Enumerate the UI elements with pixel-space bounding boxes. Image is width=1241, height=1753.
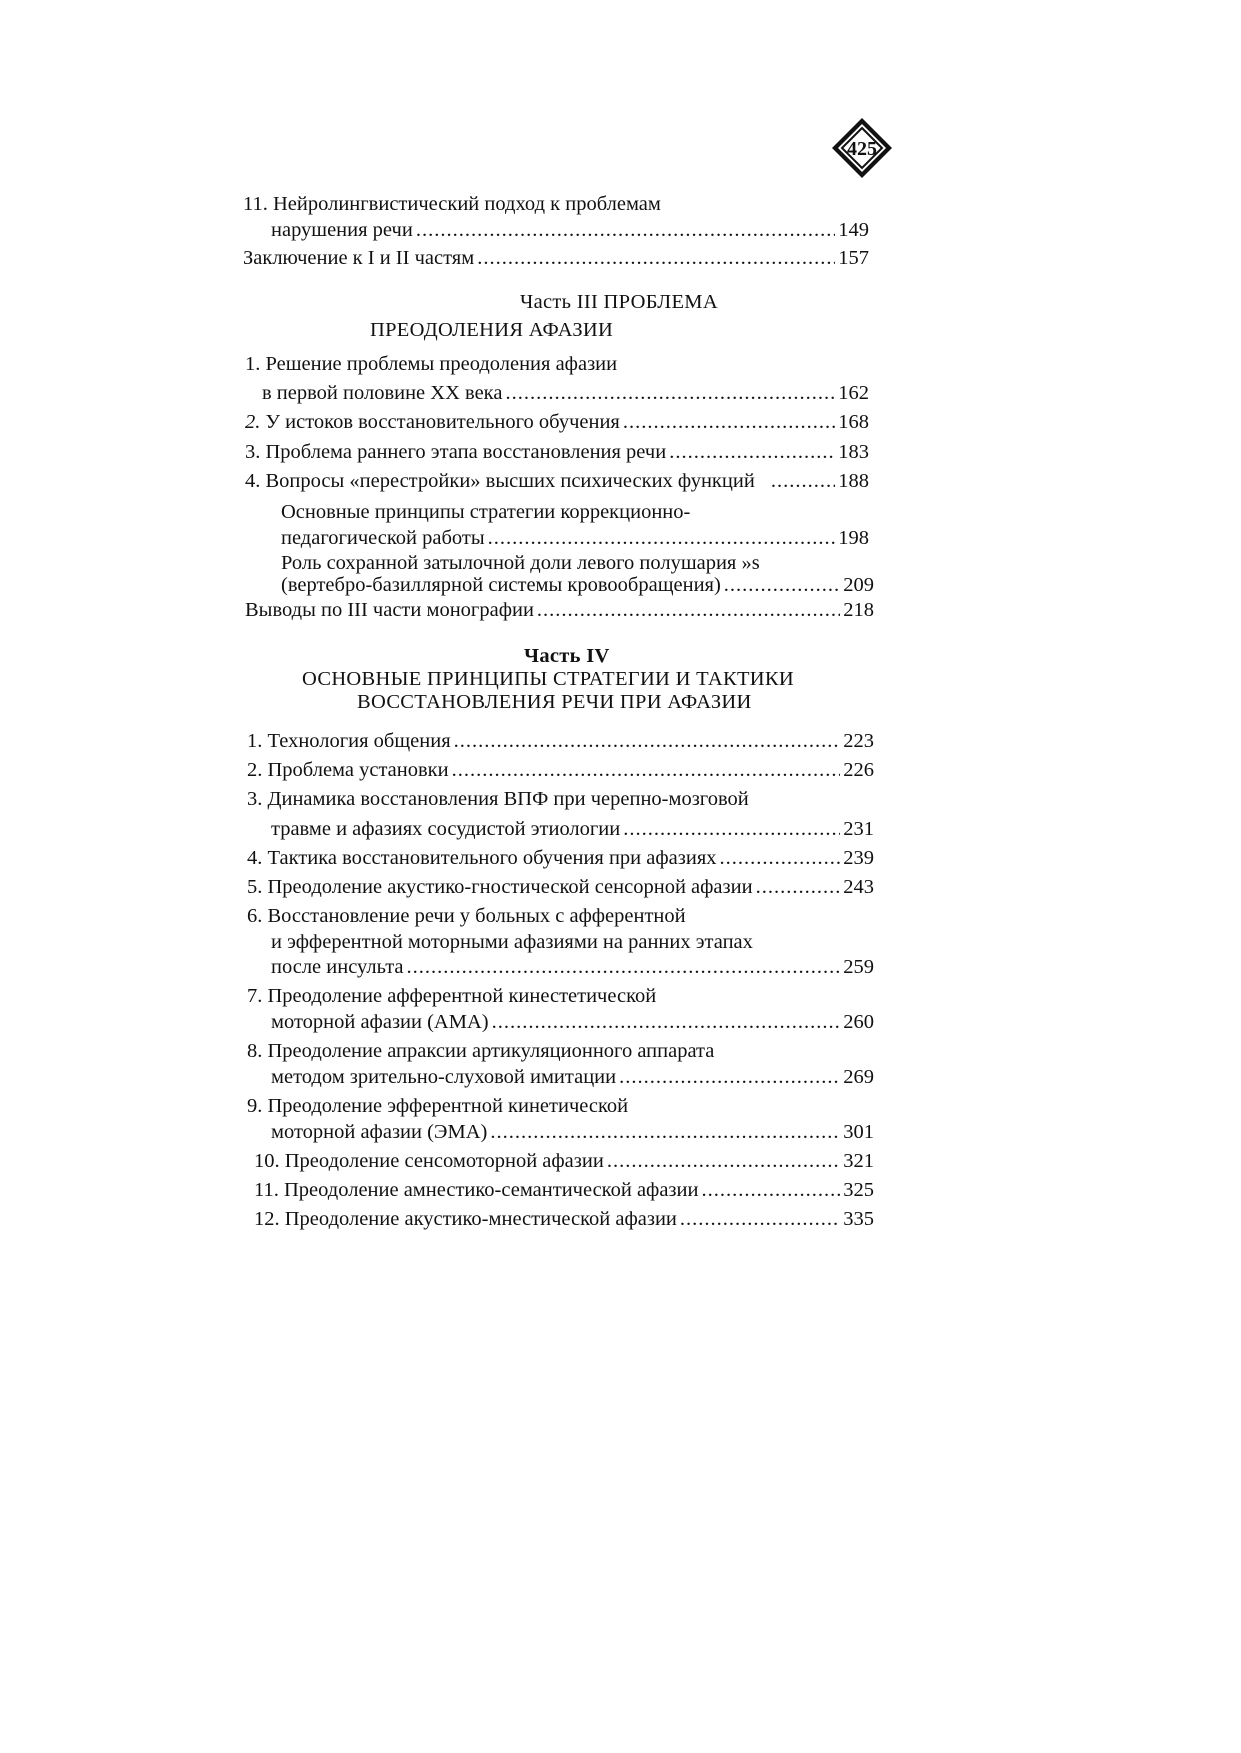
toc-entry — [271, 1065, 874, 1089]
toc-entry-title: нарушения речи — [271, 219, 413, 241]
toc-entry-line: 11. Нейролингвистический подход к проблемам — [243, 193, 661, 215]
toc-page-number: 325 — [843, 1179, 874, 1201]
toc-entry-line: 7. Преодоление афферентной кинестетической — [247, 985, 657, 1007]
leader-dots — [756, 875, 841, 899]
toc-entry — [271, 218, 869, 242]
toc-page-number: 168 — [838, 411, 869, 433]
toc-page-number: 239 — [843, 847, 874, 869]
toc-entry-line: 6. Восстановление речи у больных с афферентной — [247, 905, 686, 927]
page-number: 425 — [847, 138, 877, 160]
toc-entry-title: моторной афазии (ЭМА) — [271, 1121, 488, 1143]
leader-dots — [623, 410, 835, 434]
toc-entry-line: 1. Решение проблемы преодоления афазии — [245, 353, 618, 375]
toc-entry-title: 4. Тактика восстановительного обучения при афазиях — [247, 847, 717, 869]
toc-entry-title: 5. Преодоление акустико-гностической сенсорной афазии — [247, 876, 753, 898]
toc-page-number: 157 — [838, 247, 869, 269]
toc-entry-title: после инсульта — [271, 956, 404, 978]
toc-entry — [245, 440, 869, 464]
toc-page-number: 183 — [838, 441, 869, 463]
toc-page-number: 335 — [843, 1208, 874, 1230]
leader-dots — [771, 469, 835, 493]
toc-entry-line: 8. Преодоление апраксии артикуляционного аппарата — [247, 1040, 715, 1062]
toc-entry — [245, 469, 869, 493]
toc-entry-title: 3. Проблема раннего этапа восстановления речи — [245, 441, 667, 463]
leader-dots — [416, 218, 835, 242]
toc-entry-title: 10. Преодоление сенсомоторной афазии — [254, 1150, 604, 1172]
leader-dots — [623, 817, 840, 841]
leader-dots — [669, 440, 835, 464]
toc-entry-title: У истоков восстановительного обучения — [260, 411, 620, 433]
diamond-badge-icon — [830, 116, 894, 180]
toc-entry-title: педагогической работы — [281, 527, 485, 549]
toc-entry-line: и эфферентной моторными афазиями на ранних этапах — [271, 931, 753, 953]
toc-entry-title: Заключение к I и II частям — [243, 247, 475, 269]
toc-entry-title: в первой половине XX века — [262, 382, 503, 404]
toc-page-number: 259 — [843, 956, 874, 978]
toc-page-number: 321 — [843, 1150, 874, 1172]
leader-dots — [452, 758, 841, 782]
toc-entry — [254, 1178, 874, 1202]
leader-dots — [720, 846, 841, 870]
toc-entry-title: (вертебро-базиллярной системы кровообращения) — [281, 574, 721, 596]
leader-dots — [477, 246, 835, 270]
toc-entry — [247, 758, 874, 782]
toc-entry — [254, 1149, 874, 1173]
leader-dots — [537, 598, 840, 622]
toc-entry-title: 11. Преодоление амнестико-семантической афазии — [254, 1179, 699, 1201]
part-heading: Часть IV — [524, 645, 610, 667]
toc-page-number: 260 — [843, 1011, 874, 1033]
toc-entry — [254, 1207, 874, 1231]
toc-entry — [281, 573, 874, 597]
toc-page-number: 149 — [838, 219, 869, 241]
toc-page-number: 218 — [843, 599, 874, 621]
toc-page-number: 188 — [838, 470, 869, 492]
leader-dots — [607, 1149, 840, 1173]
part-title: ВОССТАНОВЛЕНИЯ РЕЧИ ПРИ АФАЗИИ — [357, 691, 752, 713]
toc-page-number: 209 — [843, 574, 874, 596]
toc-page-number: 231 — [843, 818, 874, 840]
toc-entry-line: Роль сохранной затылочной доли левого полушария »s — [281, 552, 760, 574]
toc-entry-title: методом зрительно-слуховой имитации — [271, 1066, 617, 1088]
leader-dots — [680, 1207, 840, 1231]
leader-dots — [505, 381, 835, 405]
toc-entry-number: 2. — [245, 411, 261, 433]
toc-entry — [281, 526, 869, 550]
toc-page-number: 198 — [838, 527, 869, 549]
toc-entry-title: 12. Преодоление акустико-мнестической афазии — [254, 1208, 677, 1230]
toc-entry-title: 2. Проблема установки — [247, 759, 449, 781]
toc-page-number: 243 — [843, 876, 874, 898]
toc-entry — [262, 381, 869, 405]
leader-dots — [407, 955, 841, 979]
toc-entry — [245, 410, 869, 434]
toc-page-number: 226 — [843, 759, 874, 781]
leader-dots — [724, 573, 840, 597]
page-number-badge — [830, 116, 894, 180]
leader-dots — [492, 1010, 841, 1034]
toc-entry — [271, 817, 874, 841]
leader-dots — [490, 1120, 840, 1144]
toc-entry-title: травме и афазиях сосудистой этиологии — [271, 818, 621, 840]
toc-entry — [247, 846, 874, 870]
toc-entry — [271, 1120, 874, 1144]
toc-entry-line: 3. Динамика восстановления ВПФ при черепно-мозговой — [247, 788, 749, 810]
leader-dots — [488, 526, 836, 550]
toc-entry-title: Выводы по III части монографии — [245, 599, 534, 621]
leader-dots — [454, 729, 841, 753]
toc-page-number: 162 — [838, 382, 869, 404]
toc-entry — [271, 955, 874, 979]
toc-entry — [245, 598, 874, 622]
toc-entry — [247, 729, 874, 753]
toc-entry-line: Основные принципы стратегии коррекционно- — [281, 501, 691, 523]
toc-entry-title: моторной афазии (АМА) — [271, 1011, 489, 1033]
part-title: ПРЕОДОЛЕНИЯ АФАЗИИ — [370, 319, 614, 341]
toc-page-number: 223 — [843, 730, 874, 752]
part-heading: Часть III ПРОБЛЕМА — [520, 291, 718, 313]
toc-entry — [247, 875, 874, 899]
leader-dots — [701, 1178, 840, 1202]
toc-entry — [271, 1010, 874, 1034]
toc-page-number: 269 — [843, 1066, 874, 1088]
toc-page-number: 301 — [843, 1121, 874, 1143]
toc-entry-title: 1. Технология общения — [247, 730, 451, 752]
toc-entry-line: 9. Преодоление эфферентной кинетической — [247, 1095, 629, 1117]
leader-dots — [619, 1065, 840, 1089]
toc-entry — [243, 246, 869, 270]
part-title: ОСНОВНЫЕ ПРИНЦИПЫ СТРАТЕГИИ И ТАКТИКИ — [302, 668, 794, 690]
toc-entry-title: 4. Вопросы «перестройки» высших психических функций — [245, 470, 755, 492]
